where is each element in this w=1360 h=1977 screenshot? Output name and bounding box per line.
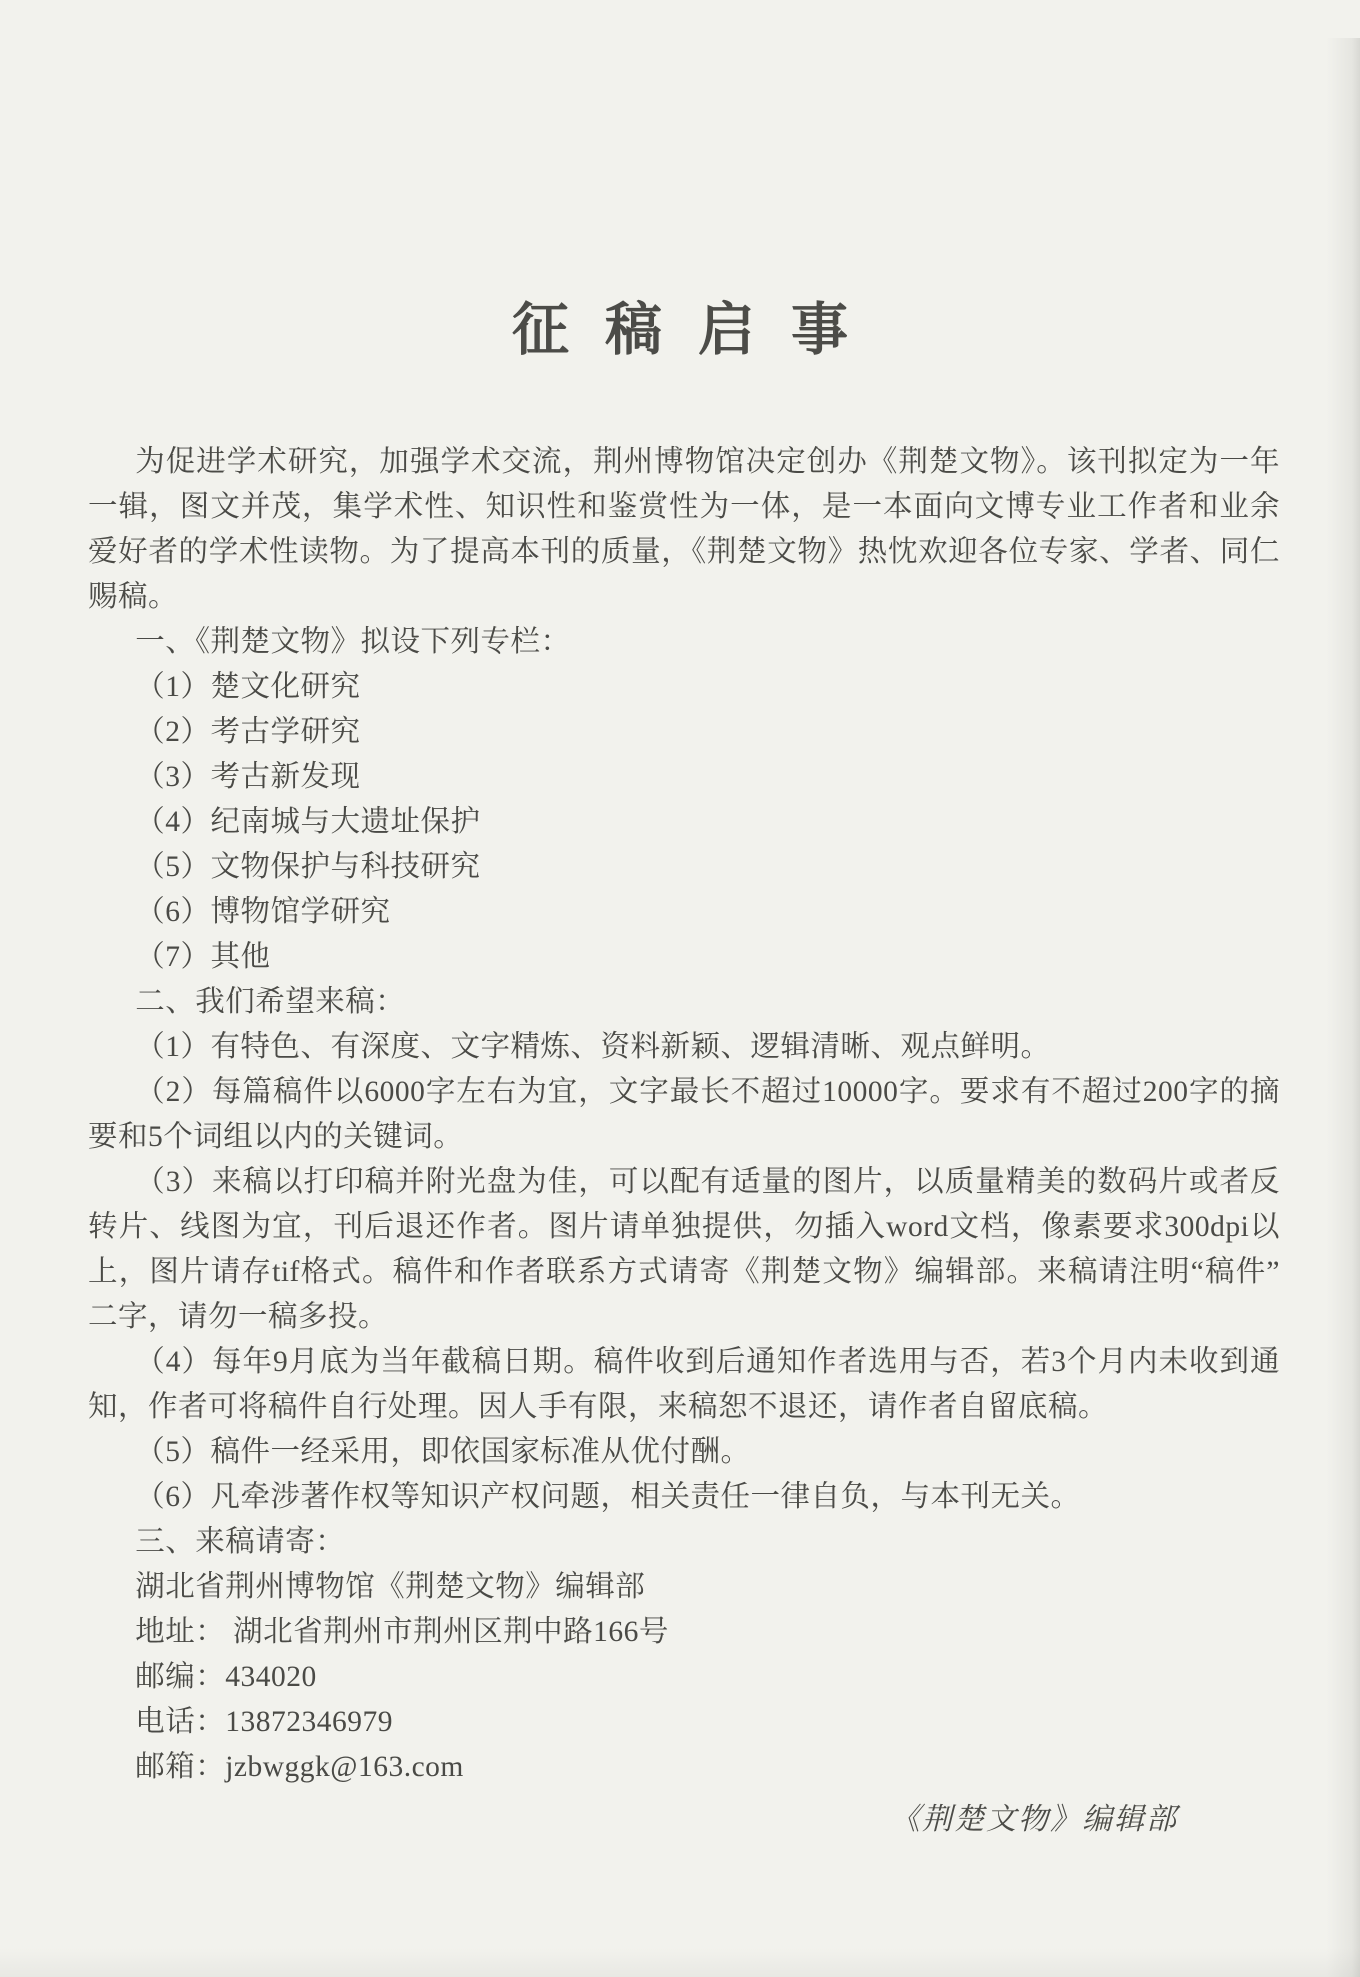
column-item: （2）考古学研究: [135, 716, 361, 749]
contact-line-editorial-office: 湖北省荆州博物馆《荆楚文物》编辑部: [135, 1571, 646, 1604]
contact-line-phone: 电话：13872346979: [135, 1706, 393, 1739]
column-item: （4）纪南城与大遗址保护: [135, 806, 481, 839]
contact-line-address: 地址： 湖北省荆州市荆州区荆中路166号: [135, 1616, 669, 1649]
section-requirements-heading: 二、我们希望来稿：: [135, 986, 406, 1019]
contact-line-email: 邮箱：jzbwggk@163.com: [135, 1751, 464, 1784]
intro-paragraph: 为促进学术研究，加强学术交流，荆州博物馆决定创办《荆楚文物》。该刊拟定为一年一辑，图文并茂，集学术性、知识性和鉴赏性为一体，是一本面向文博专业工作者和业余爱好者的学术性读物。为了提高本刊的质量，《荆楚文物》热忱欢迎各位专家、学者、同仁赐稿。: [88, 446, 1280, 614]
requirement-item: （3）来稿以打印稿并附光盘为佳，可以配有适量的图片，以质量精美的数码片或者反转片、线图为宜，刊后退还作者。图片请单独提供，勿插入word文档，像素要求300dpi以上，图片请存tif格式。稿件和作者联系方式请寄《荆楚文物》编辑部。来稿请注明“稿件”二字，请勿一稿多投。: [88, 1166, 1280, 1334]
requirement-item: （1）有特色、有深度、文字精炼、资料新颖、逻辑清晰、观点鲜明。: [135, 1031, 1051, 1064]
scanned-document-page: [0, 38, 1360, 1977]
page-title: 征稿启事: [512, 299, 884, 363]
contact-line-postcode: 邮编：434020: [135, 1661, 317, 1694]
document-body: [88, 440, 1280, 1790]
requirement-item: （6）凡牵涉著作权等知识产权问题，相关责任一律自负，与本刊无关。: [135, 1481, 1081, 1514]
column-item: （5）文物保护与科技研究: [135, 851, 481, 884]
requirement-item: （2）每篇稿件以6000字左右为宜，文字最长不超过10000字。要求有不超过200字的摘要和5个词组以内的关键词。: [88, 1076, 1280, 1154]
column-item: （1）楚文化研究: [135, 671, 361, 704]
requirement-item: （4）每年9月底为当年截稿日期。稿件收到后通知作者选用与否，若3个月内未收到通知，作者可将稿件自行处理。因人手有限，来稿恕不退还，请作者自留底稿。: [88, 1346, 1280, 1424]
section-columns-heading: 一、《荆楚文物》拟设下列专栏：: [135, 626, 571, 659]
signature-editorial-office: 《荆楚文物》编辑部: [890, 1803, 1178, 1837]
column-item: （6）博物馆学研究: [135, 896, 391, 929]
column-item: （3）考古新发现: [135, 761, 361, 794]
column-item: （7）其他: [135, 941, 271, 974]
section-contact-heading: 三、来稿请寄：: [135, 1526, 346, 1559]
requirement-item: （5）稿件一经采用，即依国家标准从优付酬。: [135, 1436, 751, 1469]
